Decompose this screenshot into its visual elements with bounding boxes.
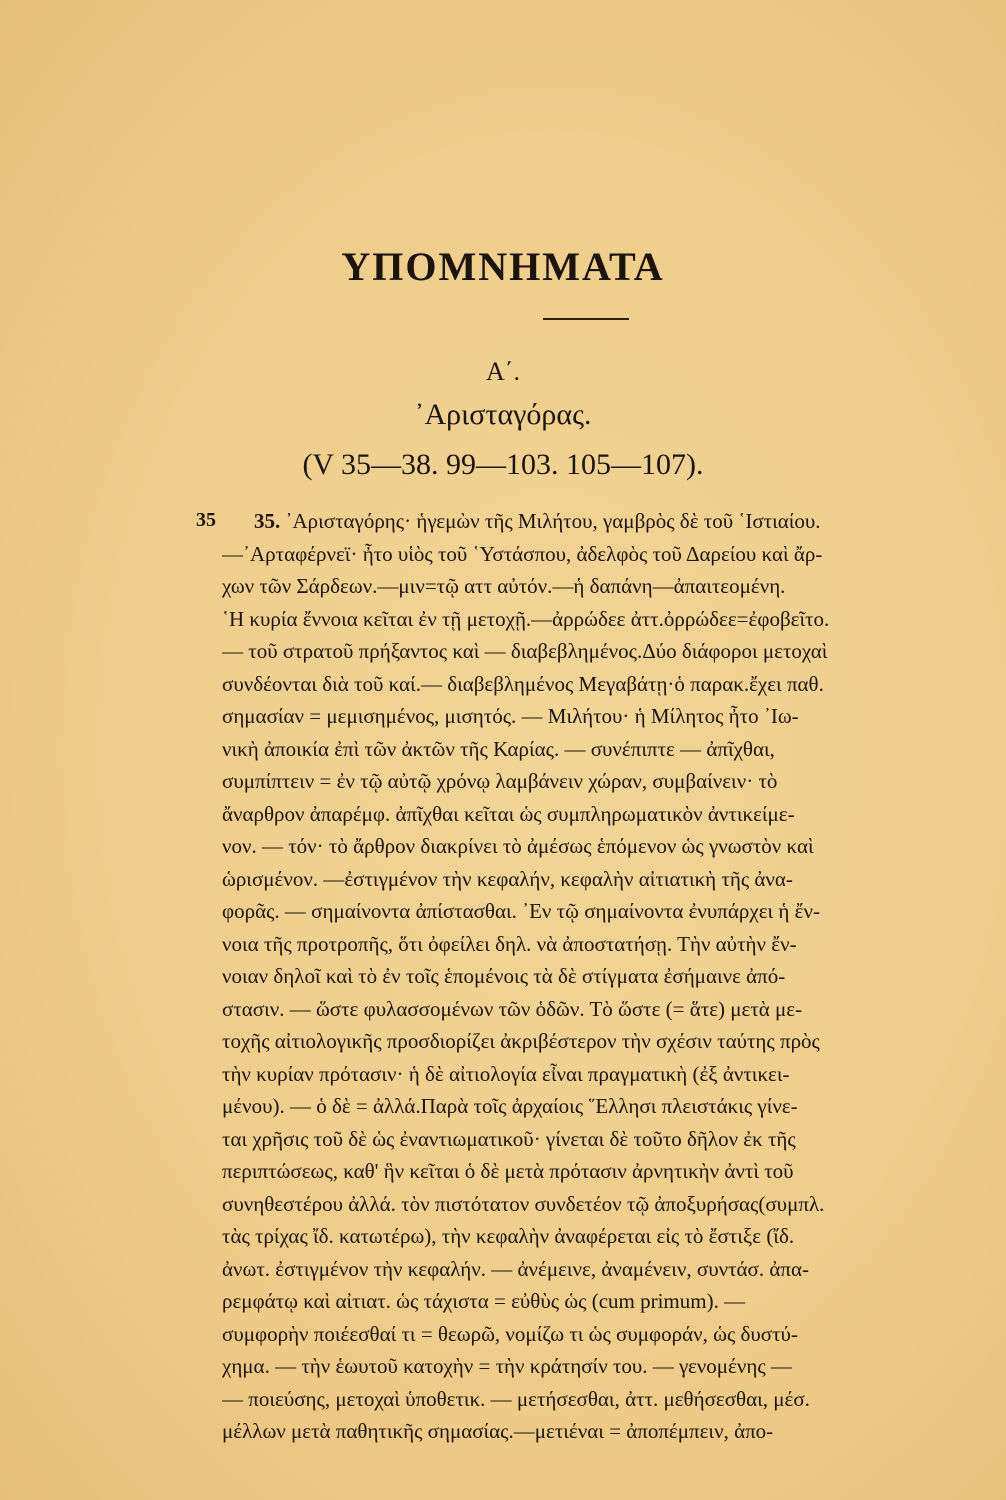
text-line: ἀνωτ. ἐστιγμένον τὴν κεφαλήν. — ἀνέμεινε, ἀναμένειν, συντάσ. ἀπα- — [222, 1256, 809, 1281]
text-line: νον. — τόν· τὸ ἄρθρον διακρίνει τὸ ἀμέσως ἑπόμενον ὡς γνωστὸν καὶ — [222, 834, 814, 858]
text-line: συμφορὴν ποιέεσθαί τι = θεωρῶ, νομίζω τι ὡς συμφοράν, ὡς δυστύ- — [222, 1321, 798, 1346]
section-reference: (V 35—38. 99—103. 105—107). — [302, 448, 704, 481]
section-number: Α΄. — [486, 357, 520, 386]
page-title: ΥΠΟΜΝΗΜΑΤΑ — [341, 244, 665, 289]
text-line: σημασίαν = μεμισημένος, μισητός. — Μιλήτου· ἡ Μίλητος ἦτο ᾿Ιω- — [222, 704, 799, 728]
text-line: ρεμφάτῳ καὶ αἰτιατ. ὡς τάχιστα = εὐθὺς ὡς (cum primum). — — [222, 1289, 746, 1313]
text-line: — τοῦ στρατοῦ πρήξαντος καὶ — διαβεβλημένος.Δύο διάφοροι μετοχαὶ — [222, 639, 828, 663]
text-line: ται χρῆσις τοῦ δὲ ὡς ἐναντιωματικοῦ· γίνεται δὲ τοῦτο δῆλον ἐκ τῆς — [222, 1126, 796, 1151]
text-line: τὴν κυρίαν πρότασιν· ἡ δὲ αἰτιολογία εἶναι πραγματικὴ (ἐξ ἀντικει- — [222, 1061, 790, 1086]
text-line: ἄναρθρον ἀπαρέμφ. ἀπῖχθαι κεῖται ὡς συμπληρωματικὸν ἀντικείμε- — [222, 801, 795, 826]
text-line: ῾Η κυρία ἔννοια κεῖται ἐν τῇ μετοχῇ.—ἀρρώδεε ἀττ.ὀρρώδεε=ἐφοβεῖτο. — [222, 606, 830, 631]
text-line: τὰς τρίχας ἴδ. κατωτέρω), τὴν κεφαλὴν ἀναφέρεται εἰς τὸ ἔστιξε (ἴδ. — [222, 1224, 795, 1248]
text-line: μένου). — ὁ δὲ = ἀλλά.Παρὰ τοῖς ἀρχαίοις ῞Ελλησι πλειστάκις γίνε- — [222, 1094, 798, 1118]
text-line: χων τῶν Σάρδεων.—μιν=τῷ αττ αὐτόν.—ἡ δαπάνη—ἀπαιτεομένη. — [222, 574, 786, 598]
text-line: νοιαν δηλοῖ καὶ τὸ ἐν τοῖς ἑπομένοις τὰ δὲ στίγματα ἐσήμαινε ἀπό- — [222, 964, 786, 988]
margin-number: 35 — [196, 509, 216, 531]
text-line: τοχῆς αἰτιολογικῆς προσδιορίζει ἀκριβέστερον τὴν σχέσιν ταύτης πρὸς — [222, 1029, 820, 1053]
commentary-body — [222, 505, 952, 1448]
text-line: —᾿Αρταφέρνεϊ· ἦτο υἱὸς τοῦ ῾Υστάσπου, ἀδελφὸς τοῦ Δαρείου καὶ ἄρ- — [222, 541, 823, 566]
text-line: φορᾶς. — σημαίνοντα ἀπίστασθαι. ᾿Εν τῷ σημαίνοντα ἐνυπάρχει ἡ ἔν- — [222, 899, 820, 923]
text-line: 35. ᾿Αρισταγόρης· ἡγεμὼν τῆς Μιλήτου, γαμβρὸς δὲ τοῦ ῾Ιστιαίου. — [254, 509, 821, 533]
section-name: ᾿Αρισταγόρας. — [414, 398, 592, 431]
text-line: — ποιεύσης, μετοχαὶ ὑποθετικ. — μετήσεσθαι, ἀττ. μεθήσεσθαι, μέσ. — [222, 1386, 810, 1411]
text-line: νοια τῆς προτροπῆς, ὅτι ὀφείλει δηλ. νὰ ἀποστατήσῃ. Τὴν αὐτὴν ἔν- — [222, 931, 797, 956]
paragraph-number: 35. — [254, 509, 281, 533]
text-line: νικὴ ἀποικία ἐπὶ τῶν ἀκτῶν τῆς Καρίας. — συνέπιπτε — ἀπῖχθαι, — [222, 736, 775, 761]
title-divider — [543, 318, 629, 320]
text-line: μέλλων μετὰ παθητικῆς σημασίας.—μετιέναι = ἀποπέμπειν, ἀπο- — [222, 1419, 774, 1443]
text-line: περιπτώσεως, καθ' ἣν κεῖται ὁ δὲ μετὰ πρότασιν ἀρνητικὴν ἀντὶ τοῦ — [222, 1159, 794, 1183]
text-line: ὡρισμένον. —ἐστιγμένον τὴν κεφαλήν, κεφαλὴν αἰτιατικὴ τῆς ἀνα- — [222, 866, 793, 891]
text-line: στασιν. — ὥστε φυλασσομένων τῶν ὁδῶν. Τὸ ὥστε (= ἅτε) μετὰ με- — [222, 996, 803, 1021]
text-line: συμπίπτειν = ἐν τῷ αὐτῷ χρόνῳ λαμβάνειν χώραν, συμβαίνειν· τὸ — [222, 769, 778, 793]
text-line: χημα. — τὴν ἑωυτοῦ κατοχὴν = τὴν κράτησίν του. — γενομένης — — [222, 1354, 792, 1378]
text-line: συνηθεστέρου ἀλλά. τὸν πιστότατον συνδετέον τῷ ἀποξυρήσας(συμπλ. — [222, 1191, 825, 1216]
text-line: συνδέονται διὰ τοῦ καί.— διαβεβλημένος Μεγαβάτῃ·ὁ παρακ.ἔχει παθ. — [222, 671, 824, 696]
